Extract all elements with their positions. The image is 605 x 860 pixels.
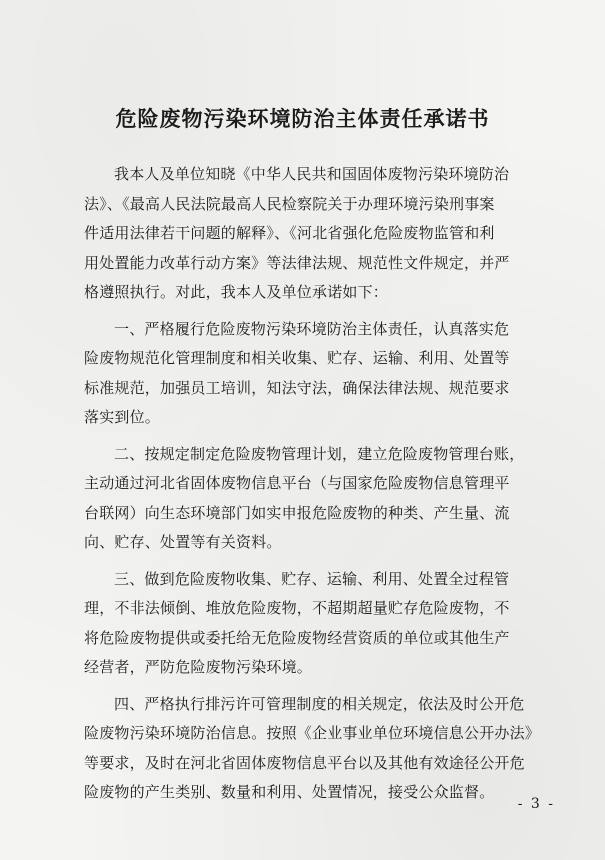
text-line: 向、贮存、处置等有关资料。 — [84, 533, 282, 551]
document-body — [84, 160, 552, 808]
paragraph-intro — [84, 160, 552, 308]
text-line: 格遵照执行。对此，我本人及单位承诺如下： — [84, 283, 389, 301]
text-line: 理，不非法倾倒、堆放危险废物，不超期超量贮存危险废物，不 — [84, 599, 510, 617]
text-line: 经营者，严防危险废物污染环境。 — [84, 658, 313, 676]
paragraph-item-4 — [84, 690, 552, 808]
text-line: 将危险废物提供或委托给无危险废物经营资质的单位或其他生产 — [84, 628, 510, 647]
text-line: 用处置能力改革行动方案》等法律法规、规范性文件规定，并严 — [84, 253, 510, 272]
text-line: 主动通过河北省固体废物信息平台（与国家危险废物信息管理平 — [84, 474, 510, 492]
text-line: 险废物的产生类别、数量和利用、处置情况，接受公众监督。 — [84, 783, 495, 801]
text-line: 法》、《最高人民法院最高人民检察院关于办理环境污染刑事案 — [84, 194, 495, 213]
text-line: 险废物污染环境防治信息。按照《企业事业单位环境信息公开办法》 — [84, 724, 541, 742]
paragraph-item-1 — [84, 315, 552, 433]
text-line: 标准规范，加强员工培训，知法守法，确保法律法规、规范要求 — [84, 378, 510, 397]
paragraph-item-2 — [84, 440, 552, 558]
text-line: 三、做到危险废物收集、贮存、运输、利用、处置全过程管 — [114, 569, 510, 588]
text-line: 落实到位。 — [84, 408, 161, 426]
text-line: 我本人及单位知晓《中华人民共和国固体废物污染环境防治 — [114, 165, 510, 183]
text-line: 险废物规范化管理制度和相关收集、贮存、运输、利用、处置等 — [84, 349, 510, 367]
document-title: 危险废物污染环境防治主体责任承诺书 — [115, 106, 490, 131]
paragraph-item-3 — [84, 565, 552, 683]
text-line: 一、严格履行危险废物污染环境防治主体责任，认真落实危 — [114, 319, 510, 338]
text-line: 台联网）向生态环境部门如实申报危险废物的种类、产生量、流 — [84, 503, 510, 522]
text-line: 二、按规定制定危险废物管理计划，建立危险废物管理台账， — [114, 444, 525, 463]
text-line: 件适用法律若干问题的解释》、《河北省强化危险废物监管和利 — [84, 224, 495, 242]
text-line: 四、严格执行排污许可管理制度的相关规定，依法及时公开危 — [114, 694, 525, 713]
text-line: 等要求，及时在河北省固体废物信息平台以及其他有效途径公开危 — [84, 753, 525, 772]
page-number: - 3 - — [517, 796, 555, 812]
